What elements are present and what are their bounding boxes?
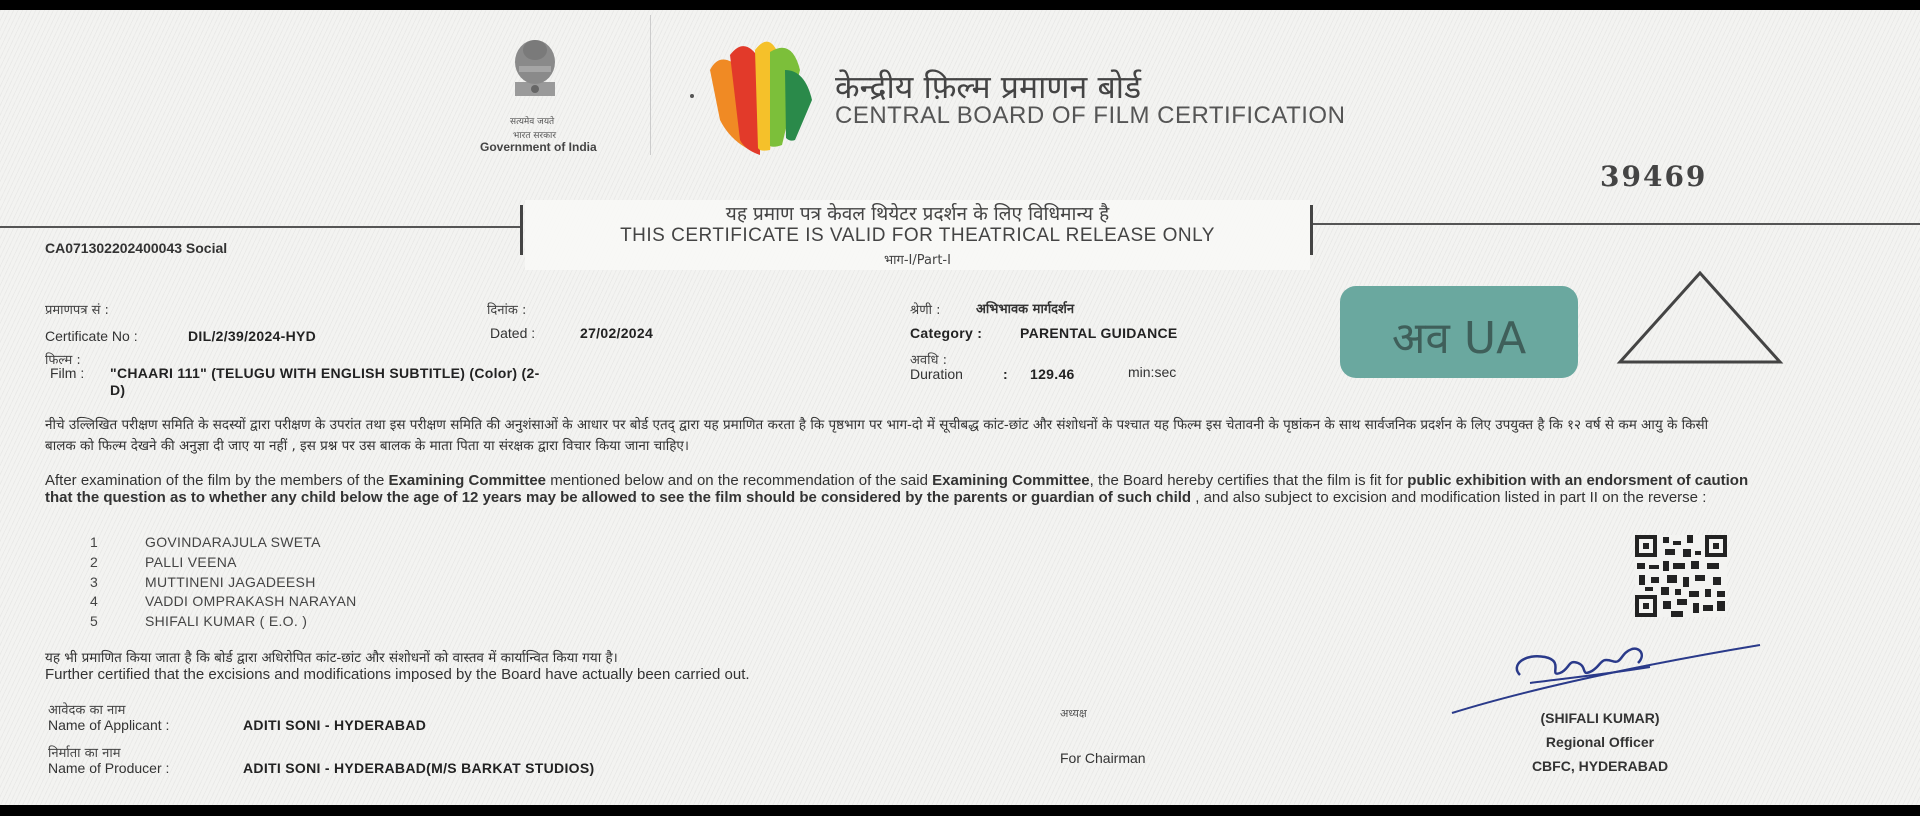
film-title-line1: "CHAARI 111" (TELUGU WITH ENGLISH SUBTITLE) (Color) (2- xyxy=(110,365,540,381)
board-name-english: CENTRAL BOARD OF FILM CERTIFICATION xyxy=(835,102,1346,129)
cbfc-logo-icon xyxy=(700,30,820,155)
chairman-hindi: अध्यक्ष xyxy=(1060,707,1087,720)
banner-rule-left xyxy=(0,226,520,228)
duration-label: Duration xyxy=(910,366,963,382)
body-english xyxy=(45,472,1750,506)
film-label: Film : xyxy=(50,365,85,381)
member-name: SHIFALI KUMAR ( E.O. ) xyxy=(145,613,308,629)
category-hindi: अभिभावक मार्गदर्शन xyxy=(976,302,1075,317)
duration-unit: min:sec xyxy=(1128,364,1177,380)
serial-number: 39469 xyxy=(1600,160,1708,193)
cert-no-label: Certificate No : xyxy=(45,328,138,344)
member-name: PALLI VEENA xyxy=(145,554,237,570)
validity-english: THIS CERTIFICATE IS VALID FOR THEATRICAL RELEASE ONLY xyxy=(620,225,1215,246)
member-name: MUTTINENI JAGADEESH xyxy=(145,574,316,590)
signatory-title: Regional Officer xyxy=(1545,734,1655,750)
producer-value: ADITI SONI - HYDERABAD(M/S BARKAT STUDIOS) xyxy=(243,760,595,776)
duration-hindi: अवधि : xyxy=(910,353,948,368)
dated-hindi: दिनांक : xyxy=(487,303,527,318)
banner-rule-right xyxy=(1312,223,1920,225)
chairman-label: For Chairman xyxy=(1060,750,1146,766)
body-en-part2: mentioned below and on the recommendation of the said xyxy=(546,472,933,489)
national-emblem-icon xyxy=(505,32,565,112)
film-title-line2: D) xyxy=(110,382,126,398)
cert-no-value: DIL/2/39/2024-HYD xyxy=(188,328,317,344)
category-value: PARENTAL GUIDANCE xyxy=(1020,325,1178,341)
body-en-part1: After examination of the film by the members of the xyxy=(45,472,389,489)
body-en-bold2: Examining Committee xyxy=(932,472,1090,489)
qr-code-icon xyxy=(1635,535,1727,617)
govt-hindi: भारत सरकार xyxy=(513,131,557,141)
ca-number: CA071302202400043 Social xyxy=(45,240,228,256)
header-divider xyxy=(650,15,651,155)
category-label: Category : xyxy=(910,325,983,341)
dated-value: 27/02/2024 xyxy=(580,325,654,341)
body-hindi: नीचे उल्लिखित परीक्षण समिति के सदस्यों द्वारा परीक्षण के उपरांत तथा इस परीक्षण समिति की अनुशंसाओं के आधार पर बोर्ड एतद् द्वारा यह प्रमाणित करता है कि पृष्ठभाग पर भाग-दो में सूचीबद्ध कांट-छांट और संशोधनों के पश्चात यह फिल्म इस चेतावनी के पृष्ठांकन के साथ सार्वजनिक प्रदर्शन के लिए उपयुक्त है कि १२ वर्ष से कम आयु के किसी बालक को फिल्म देखने की अनुज्ञा दी जाए या नहीं , इस प्रश्न पर उस बालक के माता पिता या संरक्षक द्वारा विचार किया जाना चाहिए। xyxy=(45,417,1709,454)
further-english: Further certified that the excisions and modifications imposed by the Board have actually been carried out. xyxy=(45,666,750,683)
signature-icon xyxy=(1450,635,1770,715)
signatory-name: (SHIFALI KUMAR) xyxy=(1540,710,1660,726)
govt-english: Government of India xyxy=(480,140,597,154)
applicant-hindi: आवेदक का नाम xyxy=(48,703,126,718)
body-en-bold1: Examining Committee xyxy=(388,472,547,489)
logo-dot xyxy=(690,94,694,98)
cert-no-hindi: प्रमाणपत्र सं : xyxy=(45,303,109,318)
validity-hindi: यह प्रमाण पत्र केवल थियेटर प्रदर्शन के लिए विधिमान्य है xyxy=(725,203,1110,225)
banner-bar-right xyxy=(1310,205,1313,255)
duration-value: 129.46 xyxy=(1030,366,1075,382)
category-hindi-label: श्रेणी : xyxy=(910,303,941,318)
signatory-office: CBFC, HYDERABAD xyxy=(1531,758,1669,774)
applicant-label: Name of Applicant : xyxy=(48,717,170,733)
applicant-value: ADITI SONI - HYDERABAD xyxy=(243,717,427,733)
ua-rating-text: अव UA xyxy=(1391,313,1527,364)
member-name: GOVINDARAJULA SWETA xyxy=(145,534,321,550)
certificate-document xyxy=(0,10,1920,805)
further-hindi: यह भी प्रमाणित किया जाता है कि बोर्ड द्वारा अधिरोपित कांट-छांट और संशोधनों को वास्तव में कार्यान्वित किया गया है। xyxy=(45,650,618,666)
member-number: 1 xyxy=(90,534,98,550)
body-en-bold3: public exhibition with an endorsment of caution that the question as to whether any child below the age of 12 years may be allowed to see the film should be considered by the parents or guardian of such child xyxy=(45,472,1749,506)
producer-label: Name of Producer : xyxy=(48,760,170,776)
part-label: भाग-I/Part-I xyxy=(884,253,951,268)
banner-bar-left xyxy=(520,205,523,255)
emblem-motto: सत्यमेव जयते xyxy=(510,117,555,127)
producer-hindi: निर्माता का नाम xyxy=(48,746,121,761)
member-number: 4 xyxy=(90,593,98,609)
member-number: 5 xyxy=(90,613,98,629)
body-en-part4: , and also subject to excision and modification listed in part II on the reverse : xyxy=(1191,489,1707,506)
dated-label: Dated : xyxy=(490,325,536,341)
member-number: 2 xyxy=(90,554,98,570)
board-name-hindi: केन्द्रीय फ़िल्म प्रमाणन बोर्ड xyxy=(835,68,1142,106)
body-en-part3: , the Board hereby certifies that the film is fit for xyxy=(1089,472,1408,489)
member-name: VADDI OMPRAKASH NARAYAN xyxy=(145,593,357,609)
member-number: 3 xyxy=(90,574,98,590)
film-hindi: फिल्म : xyxy=(45,353,81,368)
triangle-icon xyxy=(1615,268,1785,368)
duration-colon: : xyxy=(1003,366,1008,382)
